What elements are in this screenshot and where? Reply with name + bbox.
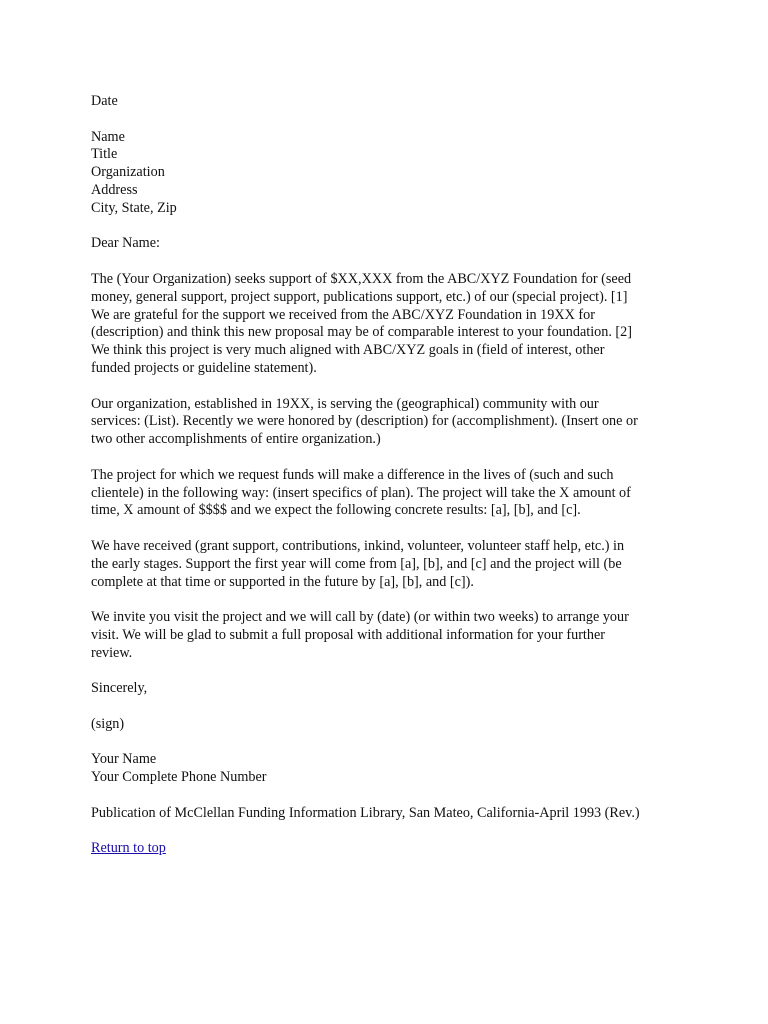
- paragraph-organization: [91, 396, 691, 449]
- recipient-city-state-zip: City, State, Zip: [91, 199, 177, 216]
- date-line: [91, 93, 691, 111]
- paragraph-line: We invite you visit the project and we will call by (date) (or within two weeks) to arrange your: [91, 609, 629, 626]
- paragraph-line: We think this project is very much aligned with ABC/XYZ goals in (field of interest, other: [91, 342, 605, 359]
- paragraph-line: clientele) in the following way: (insert specifics of plan). The project will take the X amount of: [91, 484, 631, 501]
- sign-text: (sign): [91, 715, 125, 732]
- recipient-address-block: [91, 129, 691, 218]
- paragraph-support: [91, 538, 691, 591]
- paragraph-line: money, general support, project support, publications support, etc.) of our (special project). [1]: [91, 288, 628, 305]
- date-text: Date: [91, 93, 118, 109]
- paragraph-funding-request: [91, 271, 691, 378]
- paragraph-invitation: [91, 609, 691, 662]
- recipient-address: Address: [91, 181, 138, 198]
- signature-block: [91, 751, 691, 787]
- paragraph-line: visit. We will be glad to submit a full proposal with additional information for your further: [91, 626, 605, 643]
- paragraph-line: The (Your Organization) seeks support of $XX,XXX from the ABC/XYZ Foundation for (seed: [91, 270, 632, 287]
- paragraph-line: We have received (grant support, contributions, inkind, volunteer, volunteer staff help, etc.) in: [91, 537, 625, 554]
- paragraph-line: We are grateful for the support we received from the ABC/XYZ Foundation in 19XX for: [91, 306, 595, 323]
- paragraph-line: review.: [91, 644, 133, 661]
- recipient-title: Title: [91, 146, 118, 163]
- paragraph-line: complete at that time or supported in the future by [a], [b], and [c]).: [91, 573, 474, 590]
- paragraph-line: The project for which we request funds will make a difference in the lives of (such and such: [91, 466, 614, 483]
- closing-text: Sincerely,: [91, 680, 148, 697]
- paragraph-line: services: (List). Recently we were honored by (description) for (accomplishment). (Insert one or: [91, 413, 638, 430]
- paragraph-line: two other accomplishments of entire organization.): [91, 431, 381, 448]
- publication-note-text: Publication of McClellan Funding Information Library, San Mateo, California-April 1993 (Rev.): [91, 804, 640, 821]
- salutation: [91, 235, 691, 253]
- return-to-top: [91, 840, 691, 858]
- paragraph-line: Our organization, established in 19XX, is serving the (geographical) community with our: [91, 395, 599, 412]
- paragraph-line: (description) and think this new proposal may be of comparable interest to your foundation. [2]: [91, 324, 632, 341]
- paragraph-line: time, X amount of $$$$ and we expect the following concrete results: [a], [b], and [c].: [91, 502, 581, 519]
- return-to-top-link[interactable]: Return to top: [91, 840, 166, 857]
- paragraph-line: the early stages. Support the first year will come from [a], [b], and [c] and the project will (be: [91, 555, 622, 572]
- sender-phone: Your Complete Phone Number: [91, 769, 267, 786]
- sign-placeholder: [91, 716, 691, 734]
- recipient-name: Name: [91, 128, 125, 145]
- closing: [91, 680, 691, 698]
- paragraph-line: funded projects or guideline statement).: [91, 359, 317, 376]
- recipient-organization: Organization: [91, 164, 165, 181]
- paragraph-project: [91, 467, 691, 520]
- letter-page: [91, 93, 691, 858]
- sender-name: Your Name: [91, 751, 157, 768]
- publication-note: [91, 805, 691, 823]
- salutation-text: Dear Name:: [91, 235, 160, 252]
